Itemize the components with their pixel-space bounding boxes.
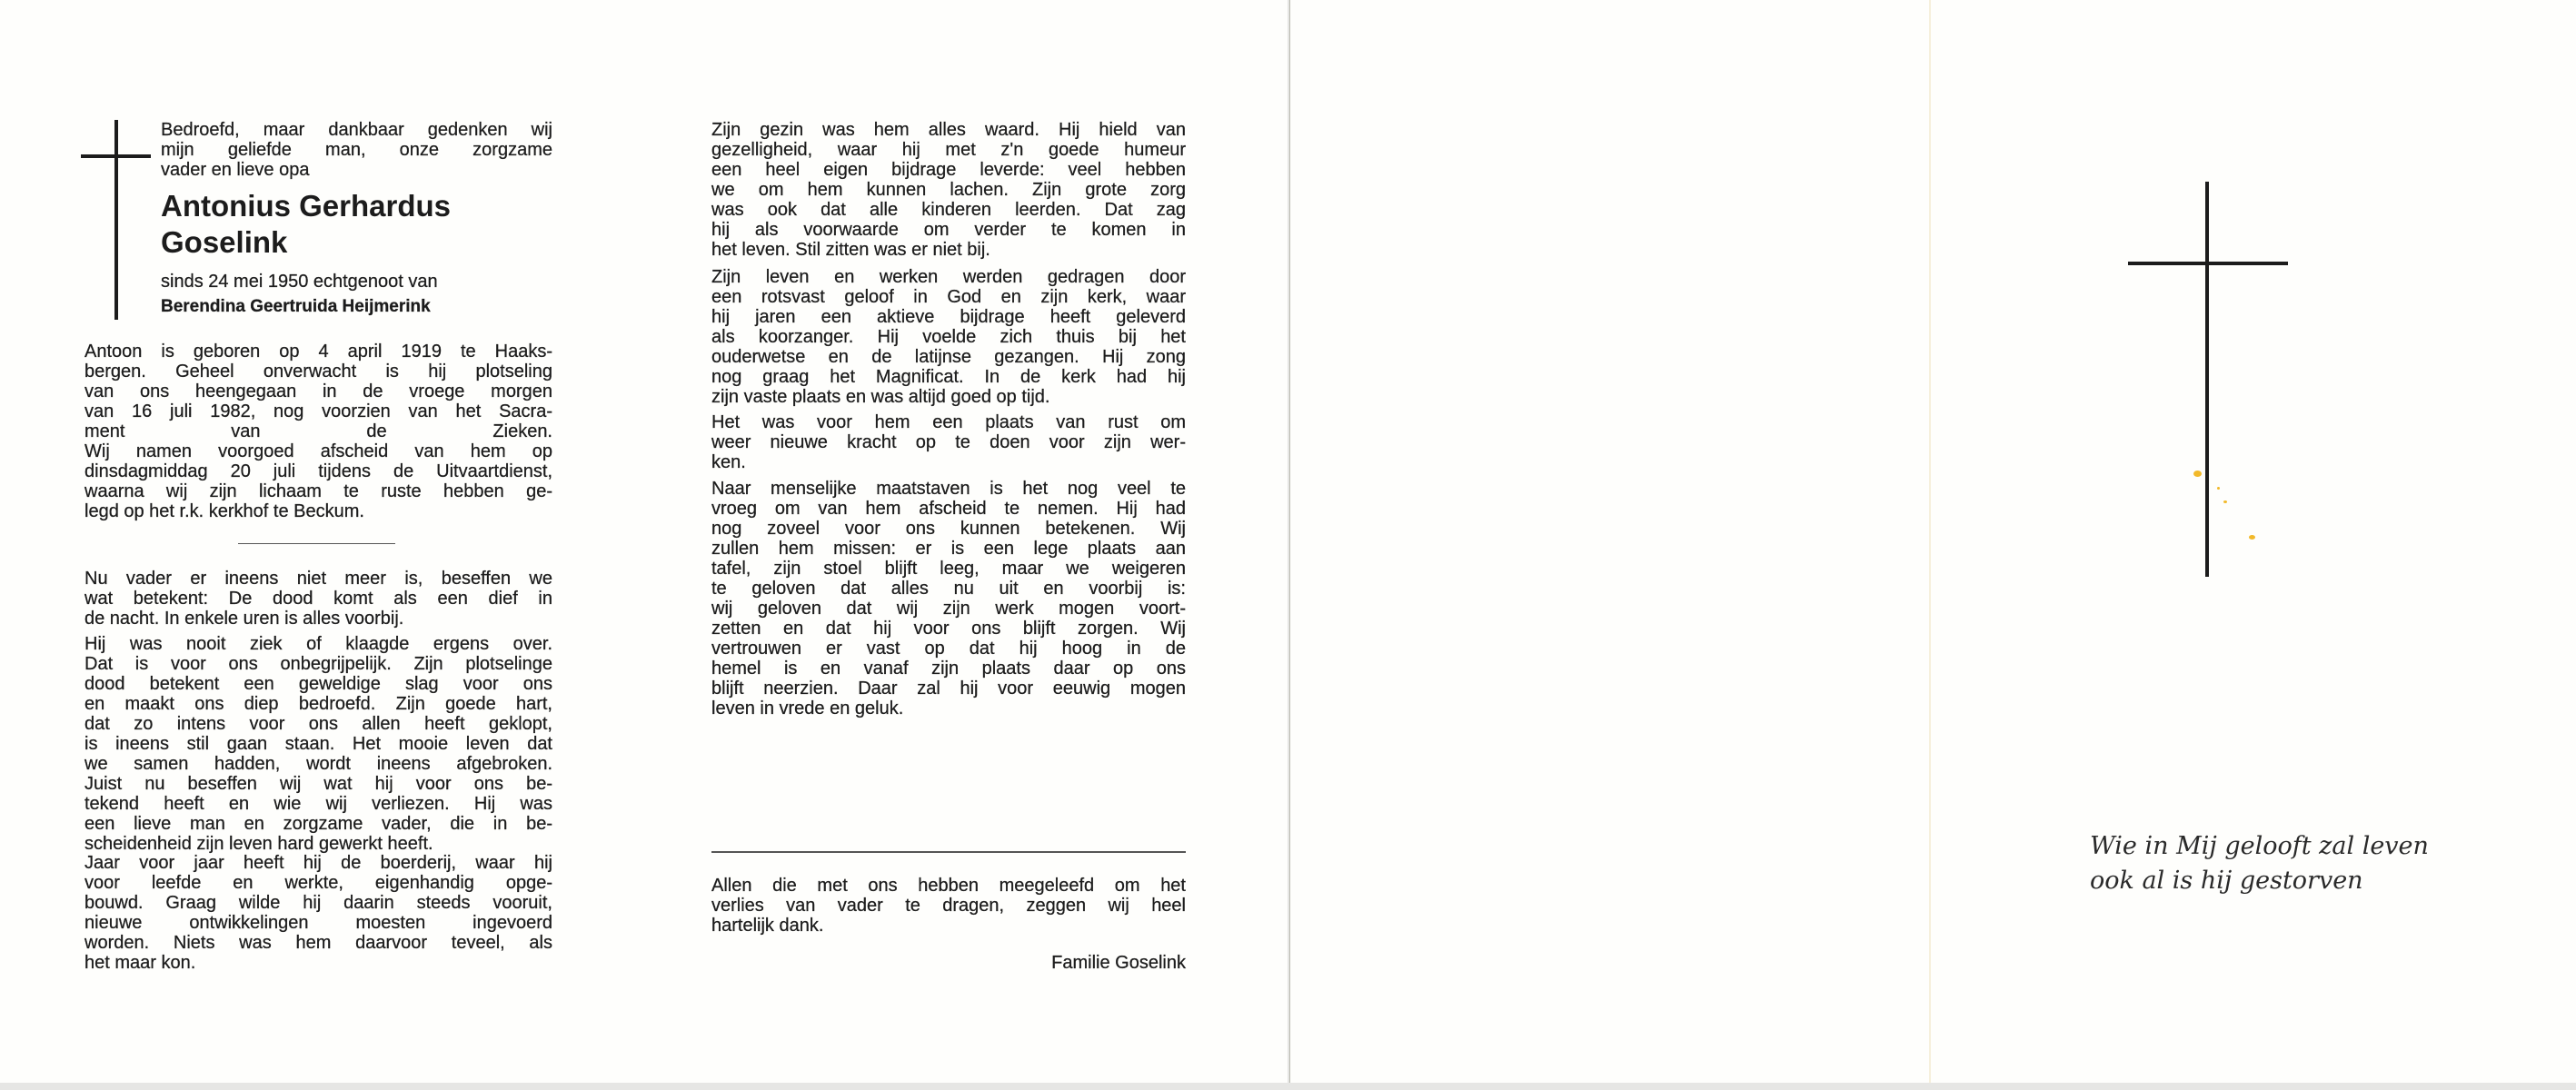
text-line: zetten en dat hij voor ons blijft zorgen. Wij bbox=[711, 619, 1186, 639]
paragraph bbox=[85, 853, 552, 973]
text-line: Zijn gezin was hem alles waard. Hij hield van bbox=[711, 120, 1186, 140]
text-line: het maar kon. bbox=[85, 953, 196, 973]
text-line: de nacht. In enkele uren is alles voorbij. bbox=[85, 609, 404, 629]
paragraph bbox=[85, 634, 552, 854]
text-line: nieuwe ontwikkelingen moesten ingevoerd bbox=[85, 913, 552, 933]
text-line: van ons heengegaan in de vroege morgen bbox=[85, 382, 552, 401]
text-line: voor leefde en werkte, eigenhandig opge- bbox=[85, 873, 552, 893]
spouse-name: Berendina Geertruida Heijmerink bbox=[161, 297, 431, 316]
text-line: nog zoveel voor ons kunnen betekenen. Wij bbox=[711, 519, 1186, 539]
cross-icon-vertical bbox=[114, 120, 118, 320]
paragraph bbox=[711, 412, 1186, 472]
text-line: Zijn leven en werken werden gedragen door bbox=[711, 267, 1186, 287]
intro-line: vader en lieve opa bbox=[161, 160, 310, 180]
name-line: Antonius Gerhardus bbox=[161, 189, 452, 223]
text-line: hij als voorwaarde om verder te komen in bbox=[711, 220, 1186, 240]
signature-text: Familie Goselink bbox=[1051, 953, 1186, 973]
text-line: tafel, zijn stoel blijft leeg, maar we weigeren bbox=[711, 559, 1186, 579]
text-line: een lieve man en zorgzame vader, die in be- bbox=[85, 814, 552, 834]
text-line: Nu vader er ineens niet meer is, beseffen we bbox=[85, 569, 552, 589]
text-line: als koorzanger. Hij voelde zich thuis bij het bbox=[711, 327, 1186, 347]
quote-line: Wie in Mij gelooft zal leven bbox=[2090, 832, 2429, 860]
signature bbox=[711, 953, 1186, 973]
text-line: vertrouwen er vast op dat hij hoog in de bbox=[711, 639, 1186, 659]
stain bbox=[2193, 471, 2202, 477]
text-line: Naar menselijke maatstaven is het nog veel te bbox=[711, 479, 1186, 499]
text-line: ken. bbox=[711, 452, 746, 472]
text-line: zijn vaste plaats en was altijd goed op tijd. bbox=[711, 387, 1050, 407]
text-line: dinsdagmiddag 20 juli tijdens de Uitvaartdienst, bbox=[85, 461, 552, 481]
text-line: bergen. Geheel onverwacht is hij plotseling bbox=[85, 362, 552, 382]
text-line: gezelligheid, waar hij met z'n goede humeur bbox=[711, 140, 1186, 160]
paragraph bbox=[711, 479, 1186, 718]
text-line: een rotsvast geloof in God en zijn kerk, waar bbox=[711, 287, 1186, 307]
text-line: nog graag het Magnificat. In de kerk had hij bbox=[711, 367, 1186, 387]
text-line: weer nieuwe kracht op te doen voor zijn wer- bbox=[711, 432, 1186, 452]
text-line: te geloven dat alles nu uit en voorbij is: bbox=[711, 579, 1186, 599]
text-line: ouderwetse en de latijnse gezangen. Hij zong bbox=[711, 347, 1186, 367]
stain bbox=[2249, 535, 2255, 540]
divider bbox=[711, 851, 1186, 853]
text-line: we samen hadden, wordt ineens afgebroken. bbox=[85, 754, 552, 774]
text-line: Juist nu beseffen wij wat hij voor ons be- bbox=[85, 774, 552, 794]
name-line: Goselink bbox=[161, 225, 288, 259]
spouse-info bbox=[161, 272, 552, 317]
text-line: wij geloven dat wij zijn werk mogen voort- bbox=[711, 599, 1186, 619]
text-line: tekend heeft en wie wij verliezen. Hij was bbox=[85, 794, 552, 814]
text-line: we om hem kunnen lachen. Zijn grote zorg bbox=[711, 180, 1186, 200]
cross-icon-vertical bbox=[2205, 182, 2209, 577]
text-line: Antoon is geboren op 4 april 1919 te Haaks- bbox=[85, 342, 552, 362]
divider bbox=[238, 543, 395, 544]
bible-quote bbox=[2090, 829, 2429, 898]
paragraph bbox=[711, 120, 1186, 260]
text-line: verlies van vader te dragen, zeggen wij heel bbox=[711, 896, 1186, 916]
text-line: ment van de Zieken. bbox=[85, 421, 552, 441]
text-line: dat zo intens voor ons allen heeft geklopt, bbox=[85, 714, 552, 734]
text-line: blijft neerzien. Daar zal hij voor eeuwig mogen bbox=[711, 679, 1186, 699]
text-line: wat betekent: De dood komt als een dief in bbox=[85, 589, 552, 609]
text-line: Dat is voor ons onbegrijpelijk. Zijn plotselinge bbox=[85, 654, 552, 674]
text-line: waarna wij zijn lichaam te ruste hebben ge- bbox=[85, 481, 552, 501]
text-line: Jaar voor jaar heeft hij de boerderij, waar hij bbox=[85, 853, 552, 873]
inner-card bbox=[0, 0, 1288, 1083]
text-line: een heel eigen bijdrage leverde: veel hebben bbox=[711, 160, 1186, 180]
cross-icon-horizontal bbox=[81, 154, 151, 158]
intro-text bbox=[161, 120, 552, 180]
text-line: het leven. Stil zitten was er niet bij. bbox=[711, 240, 990, 260]
text-line: vroeg om van hem afscheid te nemen. Hij had bbox=[711, 499, 1186, 519]
spouse-intro: sinds 24 mei 1950 echtgenoot van bbox=[161, 272, 438, 292]
cross-icon-horizontal bbox=[2128, 262, 2288, 265]
stain bbox=[2217, 487, 2220, 490]
intro-line: Bedroefd, maar dankbaar gedenken wij bbox=[161, 120, 552, 140]
text-line: van 16 juli 1982, nog voorzien van het Sacra- bbox=[85, 401, 552, 421]
text-line: legd op het r.k. kerkhof te Beckum. bbox=[85, 501, 364, 521]
text-line: zullen hem missen: er is een lege plaats aan bbox=[711, 539, 1186, 559]
fold-line bbox=[1929, 0, 1931, 1083]
text-line: hartelijk dank. bbox=[711, 916, 824, 936]
stain bbox=[2223, 500, 2227, 503]
text-line: leven in vrede en geluk. bbox=[711, 699, 904, 718]
text-line: is ineens stil gaan staan. Het mooie leven dat bbox=[85, 734, 552, 754]
paragraph bbox=[711, 267, 1186, 407]
text-line: dood betekent een geweldige slag voor ons bbox=[85, 674, 552, 694]
paragraph bbox=[85, 342, 552, 521]
text-line: scheidenheid zijn leven hard gewerkt heeft. bbox=[85, 834, 433, 854]
paragraph bbox=[85, 569, 552, 629]
cover-card bbox=[1289, 0, 2576, 1083]
text-line: was ook dat alle kinderen leerden. Dat zag bbox=[711, 200, 1186, 220]
quote-line: ook al is hij gestorven bbox=[2090, 867, 2363, 895]
text-line: hij jaren een aktieve bijdrage heeft geleverd bbox=[711, 307, 1186, 327]
text-line: Hij was nooit ziek of klaagde ergens over. bbox=[85, 634, 552, 654]
text-line: en maakt ons diep bedroefd. Zijn goede hart, bbox=[85, 694, 552, 714]
thanks-paragraph bbox=[711, 876, 1186, 936]
text-line: bouwd. Graag wilde hij daarin steeds vooruit, bbox=[85, 893, 552, 913]
intro-line: mijn geliefde man, onze zorgzame bbox=[161, 140, 552, 160]
text-line: Wij namen voorgoed afscheid van hem op bbox=[85, 441, 552, 461]
text-line: worden. Niets was hem daarvoor teveel, als bbox=[85, 933, 552, 953]
text-line: hemel is en vanaf zijn plaats daar op ons bbox=[711, 659, 1186, 679]
text-line: Allen die met ons hebben meegeleefd om het bbox=[711, 876, 1186, 896]
text-line: Het was voor hem een plaats van rust om bbox=[711, 412, 1186, 432]
deceased-name bbox=[161, 188, 451, 261]
